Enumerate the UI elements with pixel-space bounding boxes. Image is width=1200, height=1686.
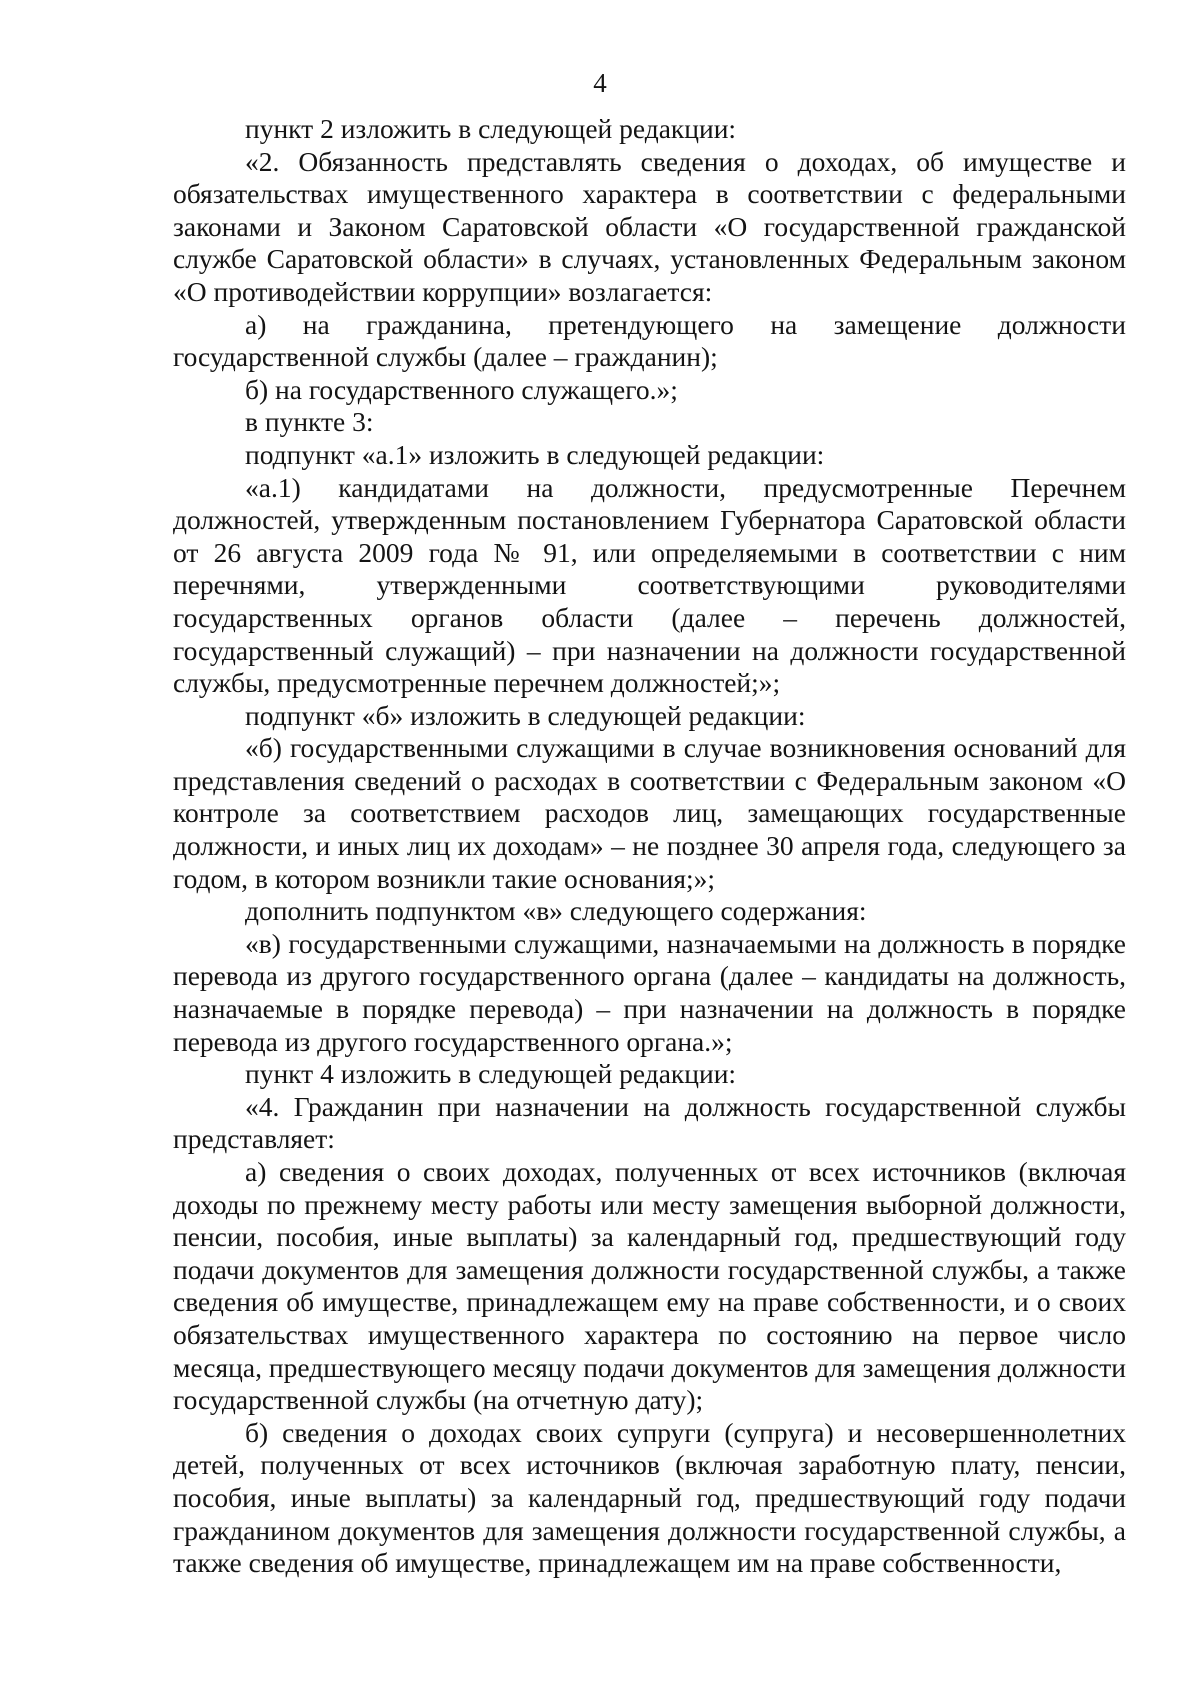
paragraph-subitem-b-heading: подпункт «б» изложить в следующей редакции:: [245, 699, 806, 731]
paragraph-item-4-subitem-a: а) сведения о своих доходах, полученных от всех источников (включая доходы по прежнему месту работы или месту замещения выборной должности, пенсии, пособия, иные выплаты) за календарный год, предшествующий году подачи документов для замещения должности государственной службы, а также сведения об имуществе, принадлежащем ему на праве собственности, и о своих обязательствах имущественного характера по состоянию на первое число месяца, предшествующего месяцу подачи документов для замещения должности государственной службы (на отчетную дату);: [173, 1156, 1126, 1416]
paragraph-item-4-text: «4. Гражданин при назначении на должность государственной службы представляет:: [173, 1090, 1126, 1155]
paragraph-item-3-heading: в пункте 3:: [245, 406, 374, 438]
paragraph-subitem-a1-text: «а.1) кандидатами на должности, предусмотренные Перечнем должностей, утвержденным постановлением Губернатора Саратовской области от 26 августа 2009 года № 91, или определяемыми в соответствии с ним перечнями, утвержденными соответствующими руководителями государственных органов области (далее – перечень должностей, государственный служащий) – при назначении на должности государственной службы, предусмотренные перечнем должностей;»;: [173, 471, 1126, 699]
paragraph-obligation-clause: «2. Обязанность представлять сведения о доходах, об имуществе и обязательствах имущественного характера в соответствии с федеральными законами и Законом Саратовской области «О государственной гражданской службе Саратовской области» в случаях, установленных Федеральным законом «О противодействии коррупции» возлагается:: [173, 145, 1126, 307]
paragraph-subitem-v-text: «в) государственными служащими, назначаемыми на должность в порядке перевода из другого государственного органа (далее – кандидаты на должность, назначаемые в порядке перевода) – при назначении на должность в порядке перевода из другого государственного органа.»;: [173, 927, 1126, 1057]
paragraph-subitem-b-text: «б) государственными служащими в случае возникновения оснований для представления сведений о расходах в соответствии с Федеральным законом «О контроле за соответствием расходов лиц, замещающих государственные должности, и иных лиц их доходам» – не позднее 30 апреля года, следующего за годом, в котором возникли такие основания;»;: [173, 732, 1126, 894]
page-number: 4: [593, 68, 607, 98]
paragraph-subitem-v-heading: дополнить подпунктом «в» следующего содержания:: [245, 895, 867, 927]
paragraph-subitem-b: б) на государственного служащего.»;: [245, 373, 678, 405]
paragraph-item-4-heading: пункт 4 изложить в следующей редакции:: [245, 1058, 737, 1090]
paragraph-subitem-a: а) на гражданина, претендующего на замещение должности государственной службы (далее – гражданин);: [173, 308, 1126, 373]
paragraph-subitem-a1-heading: подпункт «а.1» изложить в следующей редакции:: [245, 438, 825, 470]
document-body: [173, 113, 1126, 1580]
paragraph-item-2-heading: пункт 2 изложить в следующей редакции:: [245, 113, 737, 144]
paragraph-item-4-subitem-b: б) сведения о доходах своих супруги (супруга) и несовершеннолетних детей, полученных от всех источников (включая заработную плату, пенсии, пособия, иные выплаты) за календарный год, предшествующий году подачи гражданином документов для замещения должности государственной службы, а также сведения об имуществе, принадлежащем им на праве собственности,: [173, 1416, 1126, 1579]
